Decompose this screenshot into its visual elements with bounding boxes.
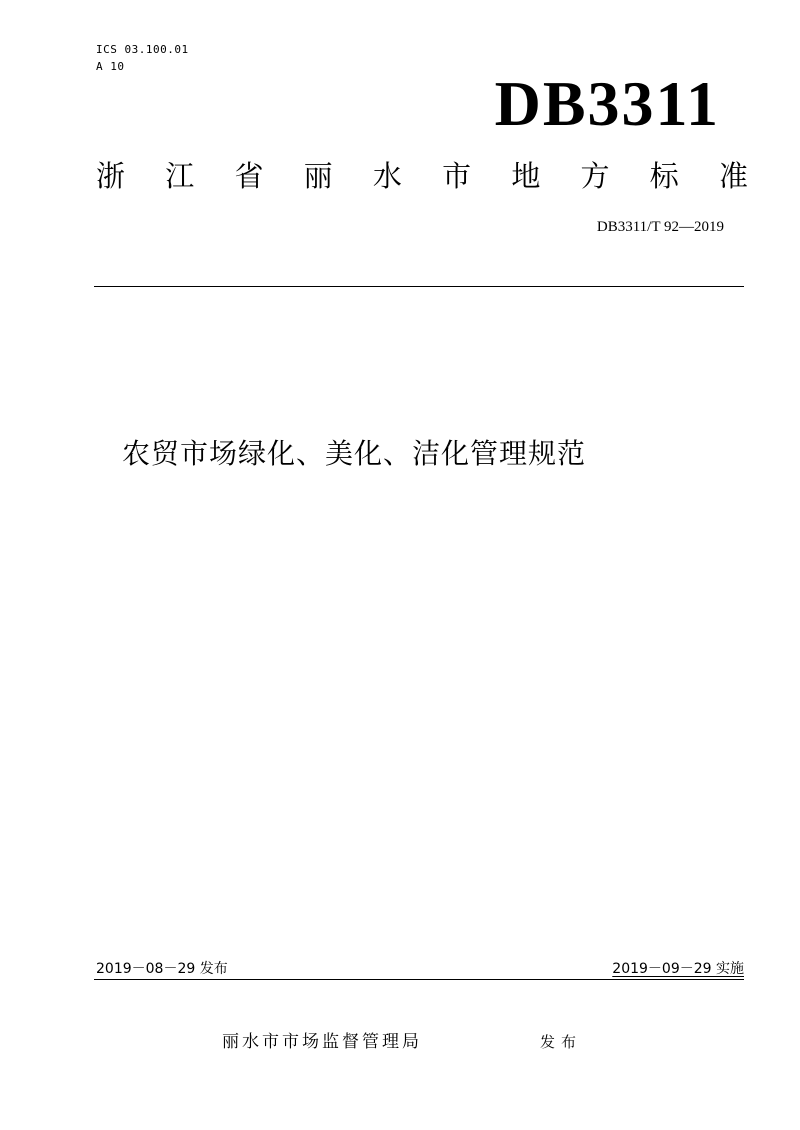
standard-name-char: 丽 (303, 159, 333, 193)
standard-name-char: 准 (718, 159, 748, 193)
release-date: 2019－08－29 发布 (96, 961, 228, 977)
standard-number: DB3311/T 92—2019 (596, 219, 724, 235)
publish-label: 发布 (540, 1033, 583, 1051)
class-code: A 10 (96, 60, 125, 73)
implementation-date: 2019－09－29 实施 (612, 961, 744, 977)
standard-name-char: 地 (511, 159, 541, 193)
date-divider (94, 979, 744, 980)
standard-name-char: 水 (372, 159, 402, 193)
standard-name-char: 江 (165, 159, 195, 193)
standard-name-char: 方 (580, 159, 610, 193)
header-divider (94, 286, 744, 287)
document-title: 农贸市场绿化、美化、洁化管理规范 (122, 437, 587, 470)
standard-name-char: 省 (234, 159, 264, 193)
classification-codes (96, 41, 189, 75)
standard-name-char: 标 (649, 159, 679, 193)
standard-type-name (96, 155, 748, 197)
standard-name-char: 市 (442, 159, 472, 193)
db-code-heading: DB3311 (494, 68, 720, 139)
standard-name-char: 浙 (96, 159, 126, 193)
publisher-name: 丽水市市场监督管理局 (222, 1032, 422, 1052)
ics-code: ICS 03.100.01 (96, 43, 189, 56)
